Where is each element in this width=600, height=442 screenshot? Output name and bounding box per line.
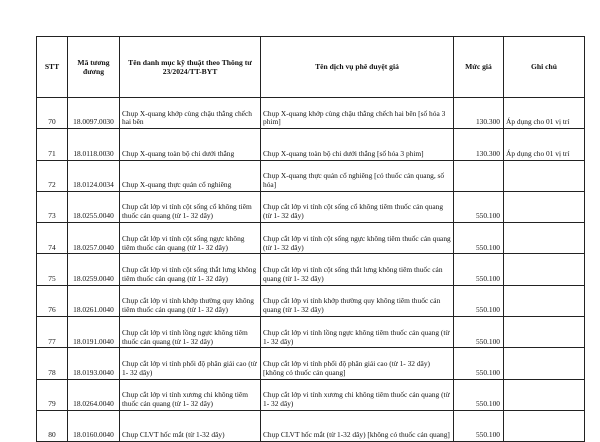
header-price: Mức giá <box>454 37 504 98</box>
cell-price: 550.100 <box>454 379 504 410</box>
cell-stt: 74 <box>37 223 68 254</box>
cell-price: 550.100 <box>454 223 504 254</box>
cell-technical-name: Chụp X-quang thực quản cổ nghiêng <box>120 160 261 191</box>
cell-technical-name: Chụp cắt lớp vi tính cột sống ngực không tiêm thuốc cản quang (từ 1- 32 dãy) <box>120 223 261 254</box>
cell-price: 550.100 <box>454 410 504 441</box>
cell-price: 130.300 <box>454 98 504 129</box>
cell-note <box>504 317 585 348</box>
cell-code: 18.0160.0040 <box>68 410 120 441</box>
cell-price: 550.100 <box>454 191 504 222</box>
cell-service-name: Chụp X-quang khớp cùng chậu thẳng chếch hai bên [số hóa 3 phim] <box>261 98 454 129</box>
cell-technical-name: Chụp cắt lớp vi tính lồng ngực không tiêm thuốc cản quang (từ 1- 32 dãy) <box>120 317 261 348</box>
table-row <box>37 317 585 348</box>
cell-price: 550.100 <box>454 317 504 348</box>
header-code: Mã tương đương <box>68 37 120 98</box>
cell-code: 18.0097.0030 <box>68 98 120 129</box>
table-row <box>37 254 585 285</box>
cell-code: 18.0259.0040 <box>68 254 120 285</box>
cell-technical-name: Chụp cắt lớp vi tính khớp thường quy không tiêm thuốc cản quang (từ 1- 32 dãy) <box>120 285 261 316</box>
header-stt: STT <box>37 37 68 98</box>
cell-stt: 79 <box>37 379 68 410</box>
cell-technical-name: Chụp cắt lớp vi tính phổi độ phân giải cao (từ 1- 32 dãy) <box>120 348 261 379</box>
header-technical-name: Tên danh mục kỹ thuật theo Thông tư 23/2024/TT-BYT <box>120 37 261 98</box>
table-row <box>37 160 585 191</box>
cell-note: Áp dụng cho 01 vị trí <box>504 129 585 160</box>
cell-price: 550.100 <box>454 285 504 316</box>
cell-stt: 72 <box>37 160 68 191</box>
cell-technical-name: Chụp cắt lớp vi tính cột sống thắt lưng không tiêm thuốc cản quang (từ 1- 32 dãy) <box>120 254 261 285</box>
table-row <box>37 348 585 379</box>
cell-service-name: Chụp X-quang thực quản cổ nghiêng [có thuốc cản quang, số hóa] <box>261 160 454 191</box>
cell-technical-name: Chụp CLVT hốc mắt (từ 1-32 dãy) <box>120 410 261 441</box>
table-row <box>37 98 585 129</box>
price-table <box>36 36 585 442</box>
cell-service-name: Chụp cắt lớp vi tính khớp thường quy không tiêm thuốc cản quang (từ 1- 32 dãy) <box>261 285 454 316</box>
cell-stt: 80 <box>37 410 68 441</box>
cell-code: 18.0191.0040 <box>68 317 120 348</box>
cell-note <box>504 254 585 285</box>
cell-technical-name: Chụp cắt lớp vi tính xương chi không tiêm thuốc cản quang (từ 1- 32 dãy) <box>120 379 261 410</box>
table-row <box>37 379 585 410</box>
cell-stt: 71 <box>37 129 68 160</box>
cell-code: 18.0193.0040 <box>68 348 120 379</box>
cell-service-name: Chụp cắt lớp vi tính cột sống ngực không tiêm thuốc cản quang (từ 1- 32 dãy) <box>261 223 454 254</box>
cell-price: 130.300 <box>454 129 504 160</box>
cell-service-name: Chụp cắt lớp vi tính cột sống cổ không tiêm thuốc cản quang (từ 1- 32 dãy) <box>261 191 454 222</box>
cell-stt: 78 <box>37 348 68 379</box>
cell-service-name: Chụp cắt lớp vi tính phổi độ phân giải cao (từ 1- 32 dãy) [không có thuốc cản quang] <box>261 348 454 379</box>
cell-stt: 75 <box>37 254 68 285</box>
cell-note <box>504 191 585 222</box>
cell-service-name: Chụp CLVT hốc mắt (từ 1-32 dãy) [không có thuốc cản quang] <box>261 410 454 441</box>
table-header <box>37 37 585 98</box>
header-note: Ghi chú <box>504 37 585 98</box>
cell-code: 18.0264.0040 <box>68 379 120 410</box>
table-row <box>37 285 585 316</box>
cell-code: 18.0124.0034 <box>68 160 120 191</box>
table-row <box>37 410 585 441</box>
cell-note <box>504 410 585 441</box>
cell-service-name: Chụp X-quang toàn bộ chi dưới thẳng [số hóa 3 phim] <box>261 129 454 160</box>
cell-code: 18.0255.0040 <box>68 191 120 222</box>
cell-price <box>454 160 504 191</box>
cell-technical-name: Chụp X-quang khớp cùng chậu thẳng chếch hai bên <box>120 98 261 129</box>
table-row <box>37 223 585 254</box>
cell-stt: 76 <box>37 285 68 316</box>
cell-price: 550.100 <box>454 348 504 379</box>
cell-service-name: Chụp cắt lớp vi tính lồng ngực không tiêm thuốc cản quang (từ 1- 32 dãy) <box>261 317 454 348</box>
cell-technical-name: Chụp cắt lớp vi tính cột sống cổ không tiêm thuốc cản quang (từ 1- 32 dãy) <box>120 191 261 222</box>
cell-stt: 73 <box>37 191 68 222</box>
cell-technical-name: Chụp X-quang toàn bộ chi dưới thẳng <box>120 129 261 160</box>
cell-price: 550.100 <box>454 254 504 285</box>
table-row <box>37 191 585 222</box>
cell-note <box>504 285 585 316</box>
cell-service-name: Chụp cắt lớp vi tính cột sống thắt lưng không tiêm thuốc cản quang (từ 1- 32 dãy) <box>261 254 454 285</box>
header-service-name: Tên dịch vụ phê duyệt giá <box>261 37 454 98</box>
table-body <box>37 98 585 442</box>
cell-code: 18.0257.0040 <box>68 223 120 254</box>
cell-stt: 77 <box>37 317 68 348</box>
cell-note <box>504 348 585 379</box>
cell-note <box>504 223 585 254</box>
cell-note <box>504 160 585 191</box>
cell-note: Áp dụng cho 01 vị trí <box>504 98 585 129</box>
cell-stt: 70 <box>37 98 68 129</box>
cell-code: 18.0261.0040 <box>68 285 120 316</box>
cell-service-name: Chụp cắt lớp vi tính xương chi không tiêm thuốc cản quang (từ 1- 32 dãy) <box>261 379 454 410</box>
table-row <box>37 129 585 160</box>
cell-note <box>504 379 585 410</box>
cell-code: 18.0118.0030 <box>68 129 120 160</box>
